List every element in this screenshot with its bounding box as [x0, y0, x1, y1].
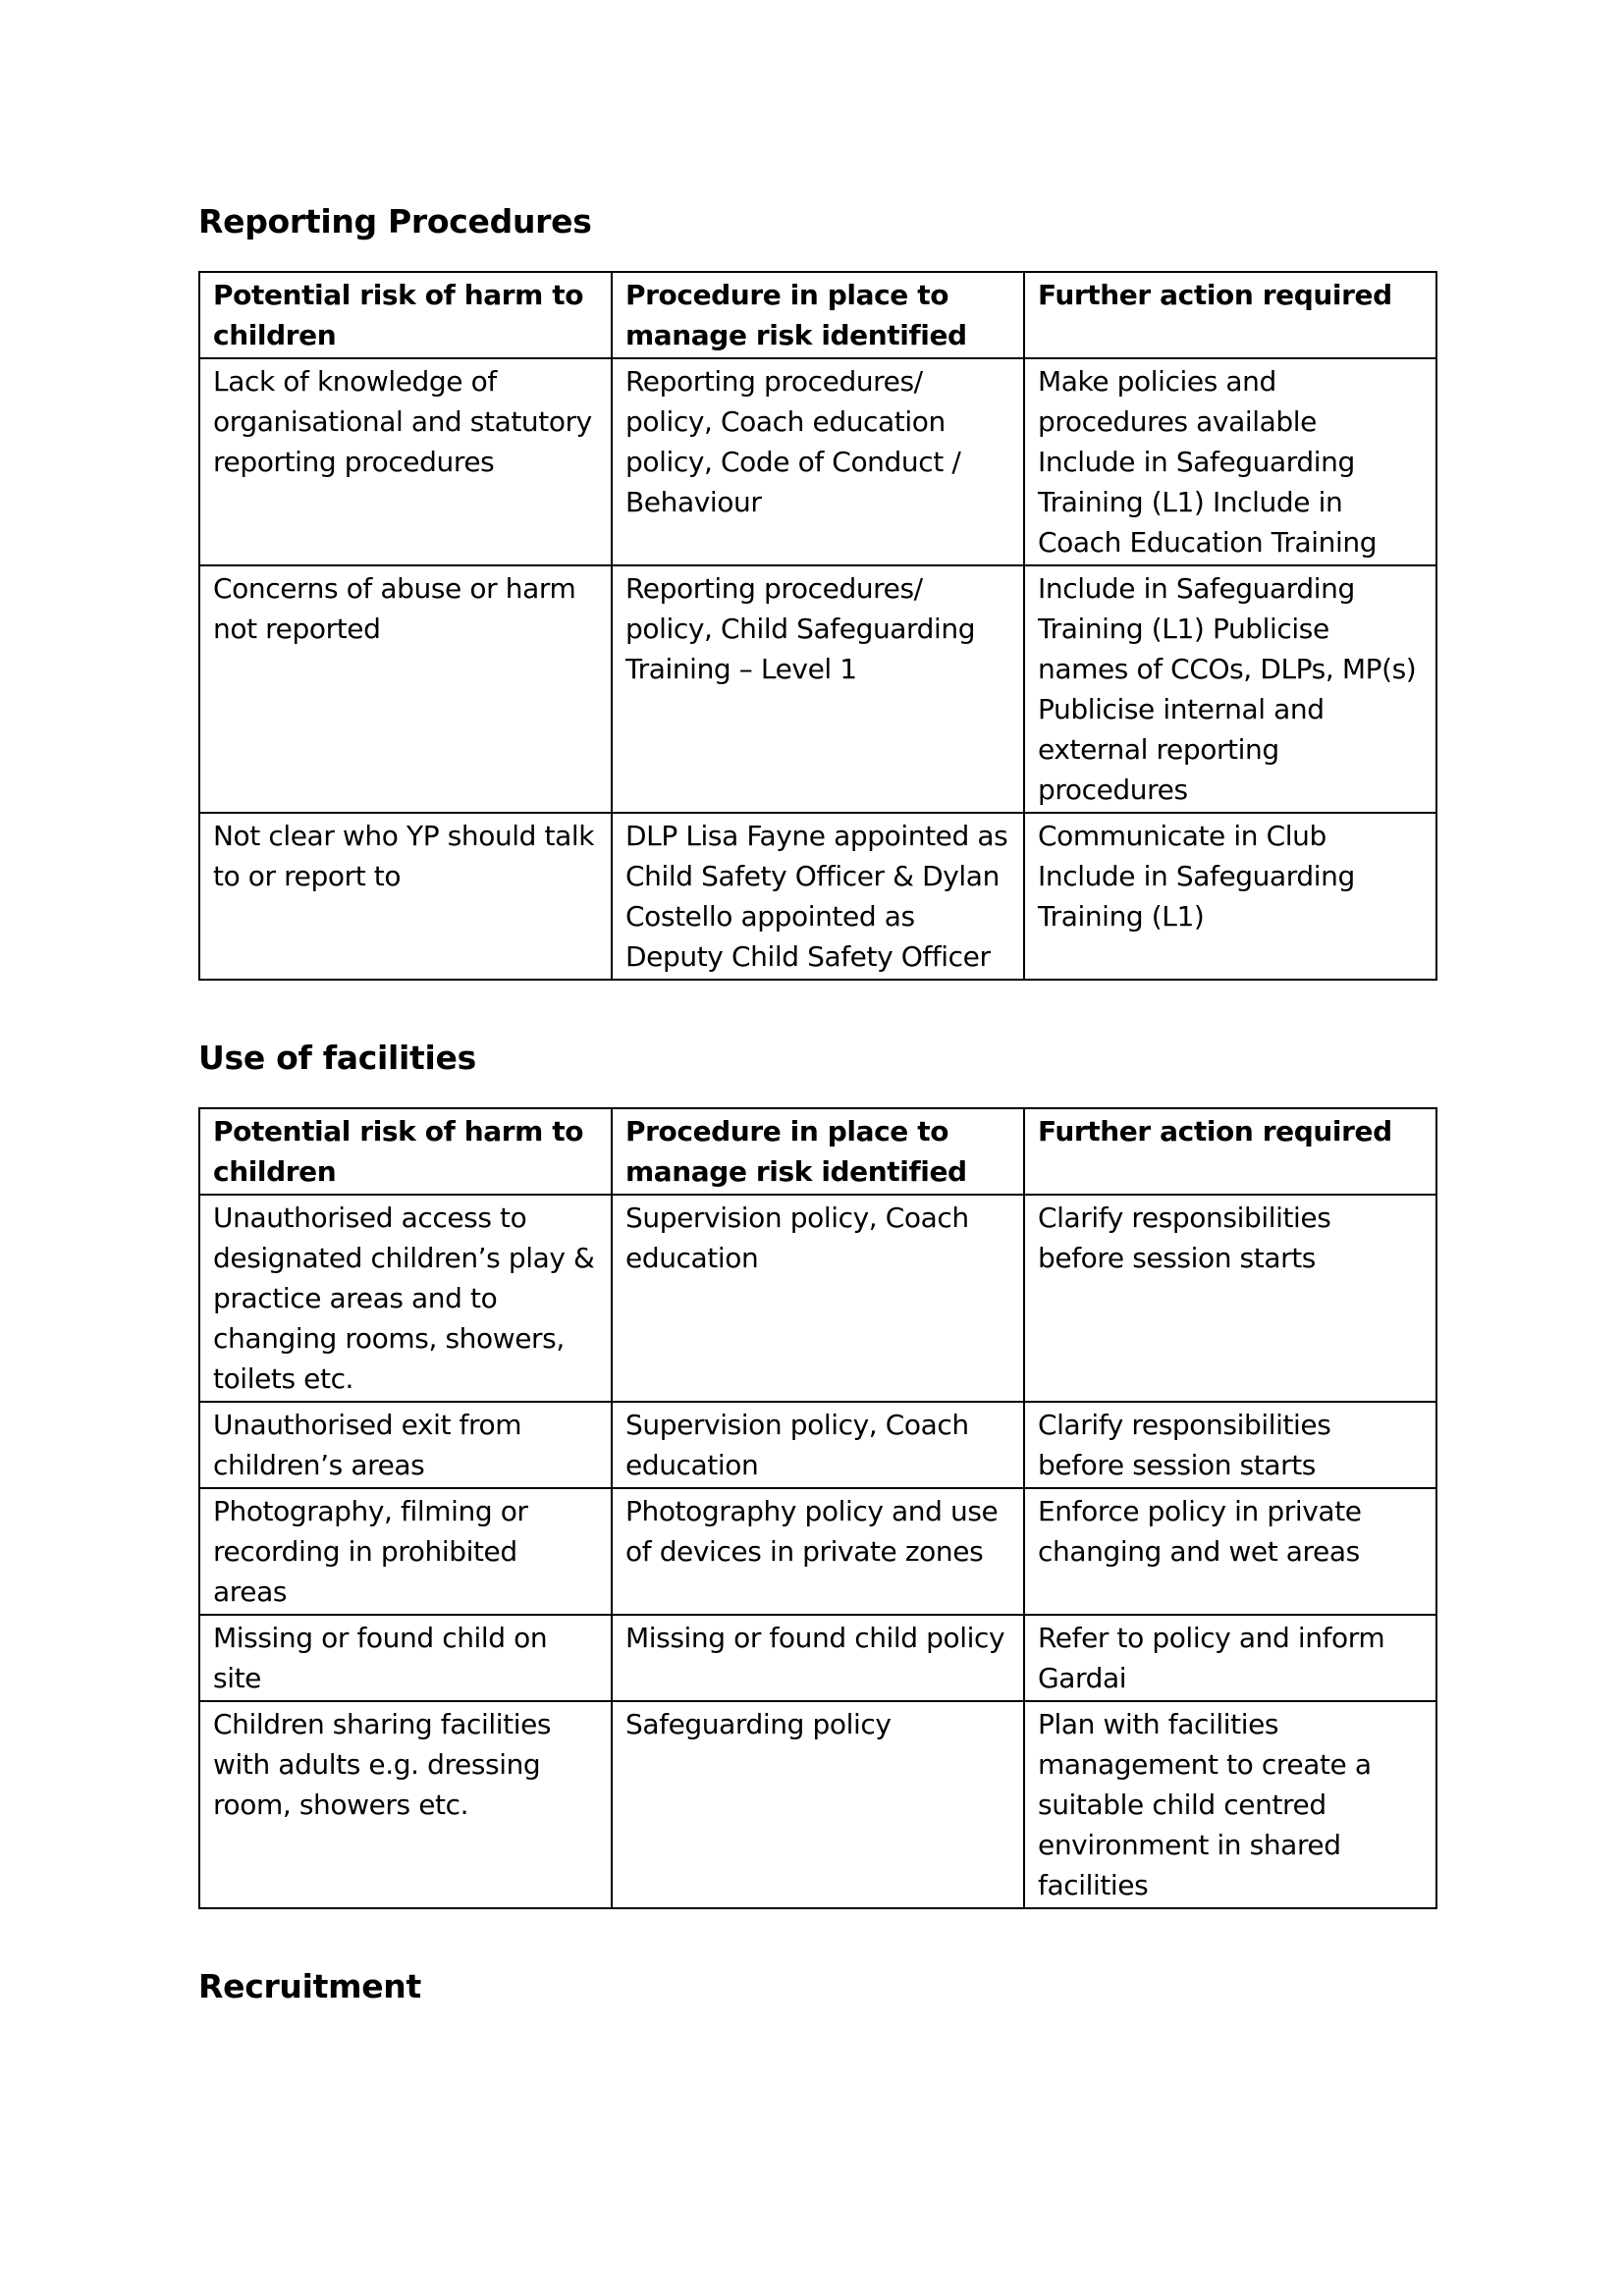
table-header-row	[199, 1108, 1436, 1195]
procedure-cell: Supervision policy, Coach education	[612, 1195, 1024, 1402]
risk-cell: Photography, filming or recording in prohibited areas	[199, 1488, 612, 1615]
risk-cell: Concerns of abuse or harm not reported	[199, 565, 612, 813]
section-heading-recruitment: Recruitment	[198, 1967, 421, 2005]
risk-cell: Children sharing facilities with adults e.g. dressing room, showers etc.	[199, 1701, 612, 1908]
action-cell: Refer to policy and inform Gardai	[1024, 1615, 1436, 1701]
column-header-procedure: Procedure in place to manage risk identified	[612, 1108, 1024, 1195]
section-heading-reporting-procedures: Reporting Procedures	[198, 202, 592, 240]
section-heading-use-of-facilities: Use of facilities	[198, 1039, 476, 1077]
column-header-procedure: Procedure in place to manage risk identified	[612, 272, 1024, 358]
procedure-cell: Safeguarding policy	[612, 1701, 1024, 1908]
table-row	[199, 1488, 1436, 1615]
table-row	[199, 358, 1436, 565]
action-cell: Include in Safeguarding Training (L1) Publicise names of CCOs, DLPs, MP(s) Publicise internal and external reporting procedures	[1024, 565, 1436, 813]
procedure-cell: DLP Lisa Fayne appointed as Child Safety Officer & Dylan Costello appointed as Deputy Child Safety Officer	[612, 813, 1024, 980]
risk-cell: Not clear who YP should talk to or report to	[199, 813, 612, 980]
column-header-risk: Potential risk of harm to children	[199, 1108, 612, 1195]
risk-cell: Unauthorised exit from children’s areas	[199, 1402, 612, 1488]
procedure-cell: Missing or found child policy	[612, 1615, 1024, 1701]
risk-cell: Unauthorised access to designated children’s play & practice areas and to changing rooms, showers, toilets etc.	[199, 1195, 612, 1402]
table-row	[199, 1615, 1436, 1701]
procedure-cell: Supervision policy, Coach education	[612, 1402, 1024, 1488]
table-row	[199, 1402, 1436, 1488]
table-row	[199, 1701, 1436, 1908]
column-header-risk: Potential risk of harm to children	[199, 272, 612, 358]
column-header-action: Further action required	[1024, 272, 1436, 358]
table-header-row	[199, 272, 1436, 358]
use-of-facilities-table	[198, 1107, 1437, 1909]
action-cell: Clarify responsibilities before session starts	[1024, 1195, 1436, 1402]
table-row	[199, 1195, 1436, 1402]
procedure-cell: Reporting procedures/ policy, Coach education policy, Code of Conduct / Behaviour	[612, 358, 1024, 565]
column-header-action: Further action required	[1024, 1108, 1436, 1195]
table-row	[199, 565, 1436, 813]
action-cell: Enforce policy in private changing and wet areas	[1024, 1488, 1436, 1615]
procedure-cell: Reporting procedures/ policy, Child Safeguarding Training – Level 1	[612, 565, 1024, 813]
action-cell: Plan with facilities management to create a suitable child centred environment in shared facilities	[1024, 1701, 1436, 1908]
risk-cell: Missing or found child on site	[199, 1615, 612, 1701]
reporting-procedures-table	[198, 271, 1437, 981]
risk-cell: Lack of knowledge of organisational and statutory reporting procedures	[199, 358, 612, 565]
action-cell: Clarify responsibilities before session starts	[1024, 1402, 1436, 1488]
procedure-cell: Photography policy and use of devices in private zones	[612, 1488, 1024, 1615]
table-row	[199, 813, 1436, 980]
action-cell: Make policies and procedures available Include in Safeguarding Training (L1) Include in Coach Education Training	[1024, 358, 1436, 565]
action-cell: Communicate in Club Include in Safeguarding Training (L1)	[1024, 813, 1436, 980]
